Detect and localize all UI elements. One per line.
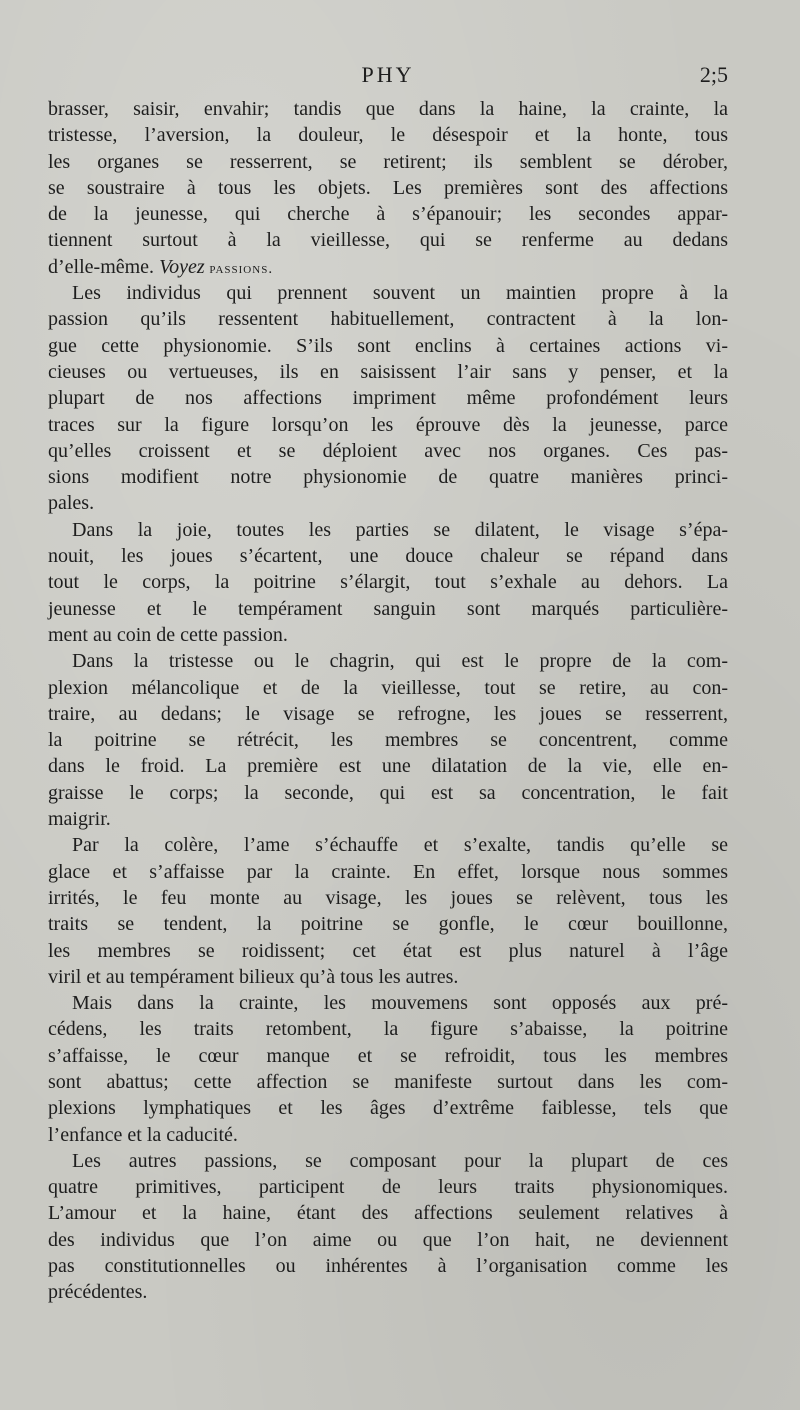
text-span: d’elle-même. <box>48 255 160 278</box>
text-line: graisse le corps; la seconde, qui est sa concentration, le fait <box>48 781 728 804</box>
text-line: nouit, les joues s’écartent, une douce chaleur se répand dans <box>48 545 728 568</box>
text-line: brasser, saisir, envahir; tandis que dans la haine, la crainte, la <box>48 98 728 120</box>
text-line: sont abattus; cette affection se manifeste surtout dans les com- <box>48 1070 728 1093</box>
running-head <box>48 62 728 92</box>
text-line: traces sur la figure lorsqu’on les éprouve dès la jeunesse, parce <box>48 413 728 436</box>
text-line: pales. <box>48 492 95 515</box>
text-line: Les individus qui prennent souvent un maintien propre à la <box>72 282 728 305</box>
text-line: la poitrine se rétrécit, les membres se concentrent, comme <box>48 729 728 752</box>
text-line: pas constitutionnelles ou inhérentes à l’organisation comme les <box>48 1255 728 1278</box>
text-line: les membres se roidissent; cet état est plus naturel à l’âge <box>48 939 728 962</box>
cross-reference-passions: passions. <box>204 260 274 277</box>
text-line: Les autres passions, se composant pour la plupart de ces <box>72 1149 728 1172</box>
text-line: L’amour et la haine, étant des affections seulement relatives à <box>48 1202 728 1225</box>
text-line: gue cette physionomie. S’ils sont enclins à certaines actions vi- <box>48 334 728 357</box>
text-line: tout le corps, la poitrine s’élargit, tout s’exhale au dehors. La <box>48 571 728 594</box>
text-line: irrités, le feu monte au visage, les joues se relèvent, tous les <box>48 886 728 909</box>
text-line: plexions lymphatiques et les âges d’extrême faiblesse, tels que <box>48 1097 728 1120</box>
text-line: plupart de nos affections impriment même profondément leurs <box>48 387 728 410</box>
text-line: viril et au tempérament bilieux qu’à tous les autres. <box>48 965 459 988</box>
text-line: sions modifient notre physionomie de quatre manières princi- <box>48 466 728 489</box>
page-number: 2;5 <box>699 62 728 87</box>
text-line: traire, au dedans; le visage se refrogne, les joues se resserrent, <box>48 702 728 725</box>
text-line: traits se tendent, la poitrine se gonfle, le cœur bouillonne, <box>48 913 728 936</box>
text-line <box>48 254 728 280</box>
text-line: Dans la joie, toutes les parties se dilatent, le visage s’épa- <box>72 518 728 541</box>
text-line: plexion mélancolique et de la vieillesse, tout se retire, au con- <box>48 676 728 699</box>
text-line: tiennent surtout à la vieillesse, qui se renferme au dedans <box>48 229 728 252</box>
text-line: maigrir. <box>48 808 111 831</box>
text-line: tristesse, l’aversion, la douleur, le désespoir et la honte, tous <box>48 124 728 147</box>
text-line: qu’elles croissent et se déploient avec nos organes. Ces pas- <box>48 439 728 462</box>
text-line: les organes se resserrent, se retirent; ils semblent se dérober, <box>48 150 728 173</box>
text-line: dans le froid. La première est une dilatation de la vie, elle en- <box>48 755 728 778</box>
voyez-reference: Voyez <box>159 255 205 278</box>
text-line: jeunesse et le tempérament sanguin sont marqués particulière- <box>48 597 728 620</box>
text-line: l’enfance et la caducité. <box>48 1123 238 1146</box>
text-line: Dans la tristesse ou le chagrin, qui est le propre de la com- <box>72 650 728 673</box>
text-line: glace et s’affaisse par la crainte. En effet, lorsque nous sommes <box>48 860 728 883</box>
text-line: cieuses ou vertueuses, ils en saisissent l’air sans y penser, et la <box>48 360 728 383</box>
text-line: de la jeunesse, qui cherche à s’épanouir; les secondes appar- <box>48 203 728 226</box>
text-line: se soustraire à tous les objets. Les premières sont des affections <box>48 176 728 199</box>
text-line: Mais dans la crainte, les mouvemens sont opposés aux pré- <box>72 992 728 1015</box>
text-line: des individus que l’on aime ou que l’on hait, ne deviennent <box>48 1228 728 1251</box>
text-line: ment au coin de cette passion. <box>48 623 288 646</box>
text-line: s’affaisse, le cœur manque et se refroidit, tous les membres <box>48 1044 728 1067</box>
text-line: cédens, les traits retombent, la figure s’abaisse, la poitrine <box>48 1018 728 1041</box>
text-line: quatre primitives, participent de leurs traits physionomiques. <box>48 1176 728 1199</box>
running-title: PHY <box>361 62 415 87</box>
text-line: précédentes. <box>48 1281 148 1304</box>
text-line: passion qu’ils ressentent habituellement, contractent à la lon- <box>48 308 728 331</box>
body-text <box>48 96 728 1306</box>
text-line: Par la colère, l’ame s’échauffe et s’exalte, tandis qu’elle se <box>72 834 728 857</box>
